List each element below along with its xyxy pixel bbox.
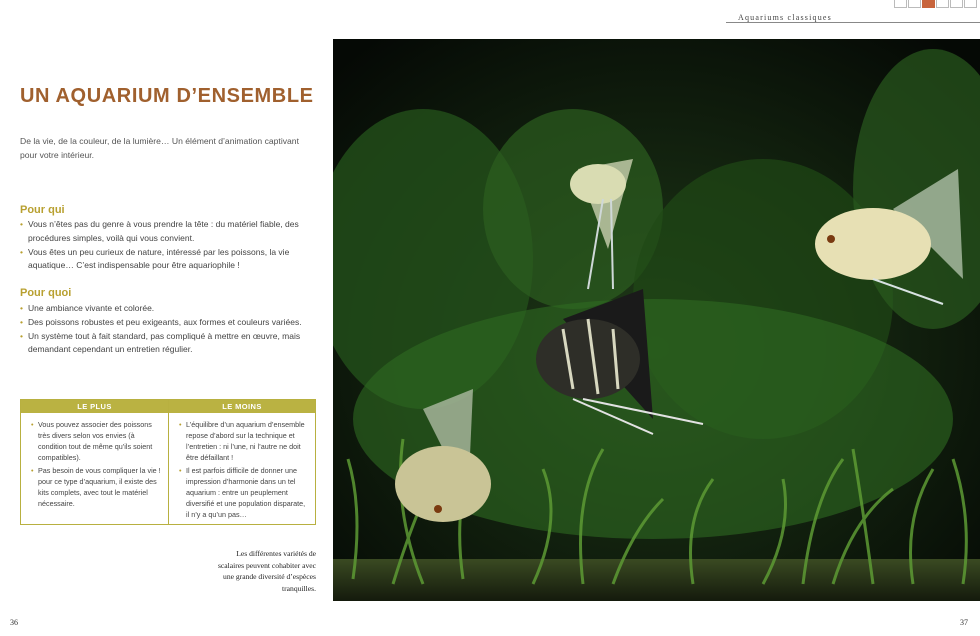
plus-heading: LE PLUS xyxy=(21,400,168,413)
list-item: • Vous n’êtes pas du genre à vous prendre la tête : du matériel fiable, des procédures simples, voilà qui vous convient. xyxy=(20,218,318,246)
pour-quoi-list xyxy=(20,302,318,357)
page-number-left: 36 xyxy=(10,618,18,627)
photo-caption: Les différentes variétés de scalaires peuvent cohabiter avec une grande diversité d’espèces tranquilles. xyxy=(217,549,316,593)
pour-qui-heading: Pour qui xyxy=(20,204,65,216)
list-item: • L’équilibre d’un aquarium d’ensemble repose d’abord sur la technique et l’entretien : ni l’une, ni l’autre ne doit être défaillant ! xyxy=(179,419,309,463)
section-tab xyxy=(964,0,977,8)
section-tab xyxy=(950,0,963,8)
list-item: • Il est parfois difficile de donner une impression d’harmonie dans un tel aquarium : entre un peuplement diversifié et une population disparate, il n’y a qu’un pas… xyxy=(179,465,309,520)
gravel-bed xyxy=(333,559,980,601)
intro-text: De la vie, de la couleur, de la lumière… Un élément d’animation captivant pour votre intérieur. xyxy=(20,136,299,160)
list-item: • Des poissons robustes et peu exigeants, aux formes et couleurs variées. xyxy=(20,316,318,330)
list-item: • Vous pouvez associer des poissons très divers selon vos envies (à condition tout de même qu’ils soient compatibles). xyxy=(31,419,162,463)
section-tab-active xyxy=(922,0,935,8)
pour-quoi-heading: Pour quoi xyxy=(20,287,72,299)
plus-column xyxy=(21,400,168,524)
page-title: UN AQUARIUM D’ENSEMBLE xyxy=(20,85,314,107)
section-tab xyxy=(894,0,907,8)
header-rule xyxy=(726,22,980,23)
list-item: • Vous êtes un peu curieux de nature, intéressé par les poissons, la vie aquatique… C’est indispensable pour être aquariophile ! xyxy=(20,246,318,274)
plus-moins-box xyxy=(20,399,316,525)
section-tabs xyxy=(894,0,978,9)
moins-column xyxy=(168,400,315,524)
moins-list xyxy=(169,413,315,520)
section-tab xyxy=(936,0,949,8)
moins-heading: LE MOINS xyxy=(169,400,315,413)
page-number-right: 37 xyxy=(960,618,968,627)
aquarium-illustration xyxy=(333,39,980,601)
list-item: • Un système tout à fait standard, pas compliqué à mettre en œuvre, mais demandant cependant un entretien régulier. xyxy=(20,330,318,358)
aquarium-photo xyxy=(333,39,980,601)
pour-qui-list xyxy=(20,218,318,273)
running-head: Aquariums classiques xyxy=(738,13,832,22)
section-tab xyxy=(908,0,921,8)
plus-list xyxy=(21,413,168,509)
list-item: • Une ambiance vivante et colorée. xyxy=(20,302,318,316)
list-item: • Pas besoin de vous compliquer la vie ! pour ce type d’aquarium, il existe des kits complets, avec tout le matériel nécessaire. xyxy=(31,465,162,509)
